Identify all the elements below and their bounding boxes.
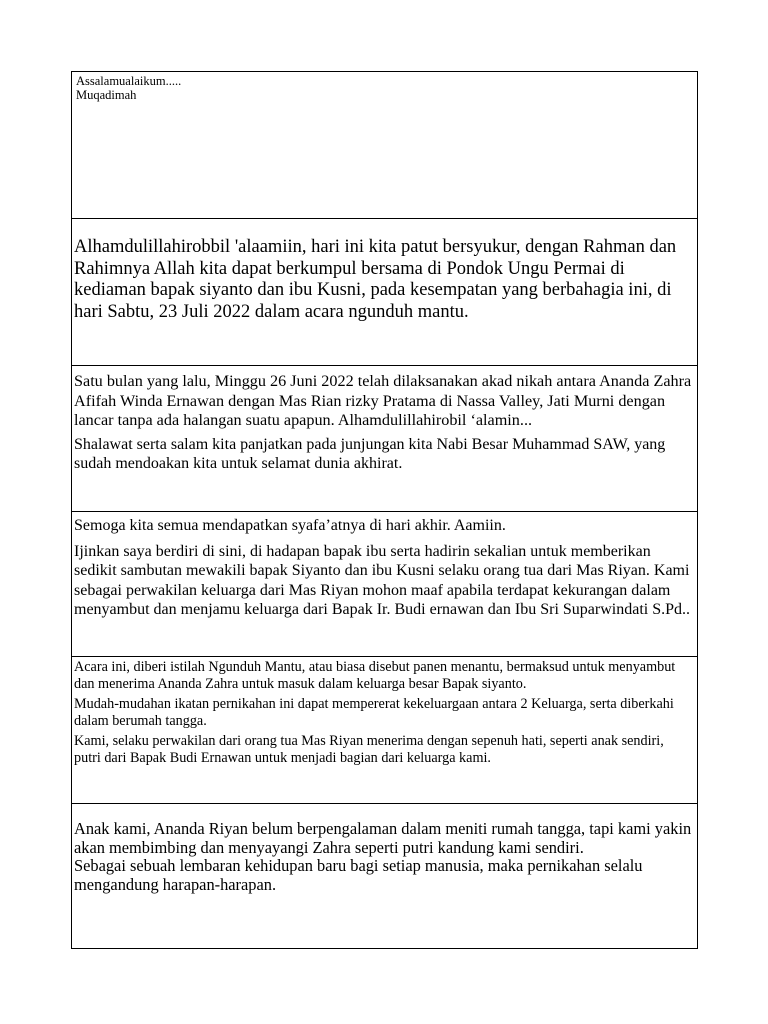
- guidance-paragraph: Anak kami, Ananda Riyan belum berpengalaman dalam meniti rumah tangga, tapi kami yakin akan membimbing dan menyayangi Zahra seperti putri kandung kami sendiri.: [74, 819, 692, 857]
- cell-closing-hopes: [72, 804, 697, 950]
- apology-paragraph: Ijinkan saya berdiri di sini, di hadapan bapak ibu serta hadirin sekalian untuk memberikan sedikit sambutan mewakili bapak Siyanto dan ibu Kusni selaku orang tua dari Mas Riyan. Kami sebagai perwakilan keluarga dari Mas Riyan mohon maaf apabila terdapat kekurangan dalam menyambut dan menjamu keluarga dari Bapak Ir. Budi ernawan dan Ibu Sri Suparwindati S.Pd..: [74, 542, 691, 618]
- syafaat-paragraph: Semoga kita semua mendapatkan syafa’atnya di hari akhir. Aamiin.: [74, 517, 506, 534]
- akad-paragraph: Satu bulan yang lalu, Minggu 26 Juni 2022 telah dilaksanakan akad nikah antara Ananda Zahra Afifah Winda Ernawan dengan Mas Rian rizky Pratama di Nassa Valley, Jati Murni dengan lancar tanpa ada halangan suatu apapun. Alhamdulillahirobil ‘alamin...: [74, 372, 692, 429]
- event-description-paragraph: Acara ini, diberi istilah Ngunduh Mantu, atau biasa disebut panen menantu, bermaksud untuk menyambut dan menerima Ananda Zahra untuk masuk dalam keluarga besar Bapak siyanto.: [74, 659, 676, 692]
- speech-table: [71, 71, 698, 949]
- cell-gratitude: [72, 219, 697, 366]
- gratitude-paragraph: Alhamdulillahirobbil 'alaamiin, hari ini kita patut bersyukur, dengan Rahman dan Rahimnya Allah kita dapat berkumpul bersama di Pondok Ungu Permai di kediaman bapak siyanto dan ibu Kusni, pada kesempatan yang berbahagia ini, di hari Sabtu, 23 Juli 2022 dalam acara ngunduh mantu.: [74, 237, 677, 322]
- cell-opening: [72, 72, 697, 219]
- acceptance-paragraph: Kami, selaku perwakilan dari orang tua Mas Riyan menerima dengan sepenuh hati, seperti anak sendiri, putri dari Bapak Budi Ernawan untuk menjadi bagian dari keluarga kami.: [74, 733, 664, 766]
- blessing-paragraph: Mudah-mudahan ikatan pernikahan ini dapat mempererat kekeluargaan antara 2 Keluarga, serta diberkahi dalam berumah tangga.: [74, 696, 674, 729]
- cell-akad-announcement: [72, 366, 697, 512]
- greeting-text: Assalamualaikum.....: [76, 74, 182, 88]
- cell-welcome-speech: [72, 512, 697, 657]
- muqadimah-label: Muqadimah: [76, 88, 137, 102]
- shalawat-paragraph: Shalawat serta salam kita panjatkan pada junjungan kita Nabi Besar Muhammad SAW, yang sudah mendoakan kita untuk selamat dunia akhirat.: [74, 435, 666, 472]
- cell-ngunduh-mantu: [72, 657, 697, 804]
- hopes-paragraph: Sebagai sebuah lembaran kehidupan baru bagi setiap manusia, maka pernikahan selalu mengandung harapan-harapan.: [74, 856, 643, 894]
